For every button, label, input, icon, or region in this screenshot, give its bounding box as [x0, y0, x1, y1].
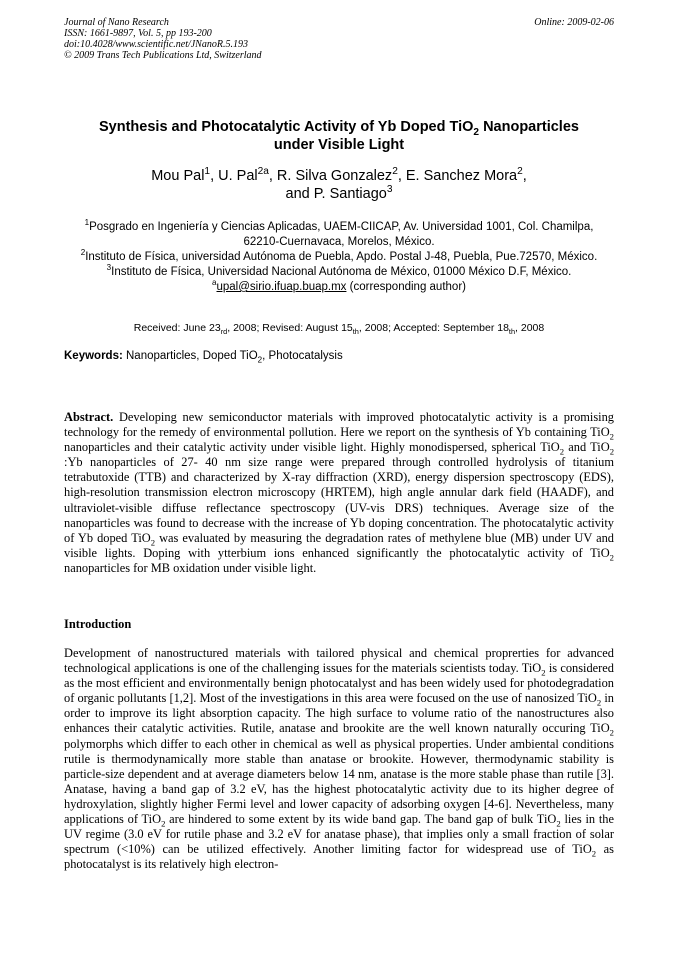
abstract: Abstract. Developing new semiconductor materials with improved photocatalytic activity is a promising technology for the remedy of environmental pollution. Here we report on the synthesis of Yb containing TiO$_2$ nanoparticles and their catalytic activity under visible light. Highly monodispersed, spherical TiO$_2$ and TiO$_2$ :Yb nanoparticles of 27- 40 nm size range were prepared through controlled hydrolysis of titanium tetrabutoxide (TTB) and characterized by X-ray diffraction (XRD), energy dispersion spectroscopy (EDS), high-resolution transmission electron microscopy (HRTEM), high angle annular dark field (HAADF), and ultraviolet-visible diffuse reflectance spectroscopy (UV-vis DRS) techniques. Average size of the nanoparticles was found to decrease with the increase of Yb doping concentration. The photocatalytic activity of Yb doped TiO$_2$ was evaluated by measuring the degradation rates of methylene blue (MB) under UV and visible lights. Doping with ytterbium ions enhanced significantly the photocatalytic activity of TiO$_2$ nanoparticles for MB oxidation under visible light. — [64, 410, 615, 575]
journal-name: Journal of Nano Research — [64, 17, 169, 28]
author-list: Mou Pal$^1$, U. Pal$^{2a}$, R. Silva Gonzalez$^2$, E. Sanchez Mora$^2$, and P. Santiago$^3$ — [151, 166, 527, 202]
paper-title: Synthesis and Photocatalytic Activity of Yb Doped TiO$_2$ Nanoparticles under Visible Light — [99, 119, 579, 153]
affiliation-3: $^3$Instituto de Física, Universidad Nacional Autónoma de México, 01000 México D.F, México. — [106, 263, 572, 278]
affiliations — [72, 220, 606, 295]
introduction-heading: Introduction — [64, 617, 132, 631]
keywords-label: Keywords: — [64, 350, 123, 362]
journal-doi: doi:10.4028/www.scientific.net/JNanoR.5.193 — [64, 39, 248, 50]
affiliation-2: $^2$Instituto de Física, universidad Autónoma de Puebla, Apdo. Postal J-48, Puebla, Pue.72570, México. — [80, 248, 598, 263]
email-link[interactable]: upal@sirio.ifuap.buap.mx — [216, 281, 347, 293]
journal-copyright: © 2009 Trans Tech Publications Ltd, Switzerland — [64, 50, 262, 61]
introduction-body: Development of nanostructured materials with tailored physical and chemical proprerties for advanced technological applications is one of the challenging issues for the materials scientists today. TiO$_2$ is considered as the most efficient and environmentally benign photocatalyst and has been widely used for photodegradation of organic pollutants [1,2]. Most of the investigations in this area were focused on the use of nanosized TiO$_2$ in order to improve its light absorption capacity. The high surface to volume ratio of the nanostructures also enhances their catalytic activities. Rutile, anatase and brookite are the well known naturally occuring TiO$_2$ polymorphs which differ to each other in chemical as well as physical properties. Under ambiental conditions rutile is thermodynamically more stable than anatase or brookite. However, thermodynamic stability is particle-size dependent and at average diameters below 14 nm, anatase is the more stable phase than rutile [3]. Anatase, having a band gap of 3.2 eV, has the highest photocatalytic activity due to its higher degree of hydroxylation, slightly higher Fermi level and lower capacity of adsorbing oxygen [4-6]. Nevertheless, many applications of TiO$_2$ are hindered to some extent by its wide band gap. The band gap of bulk TiO$_2$ lies in the UV regime (3.0 eV for rutile phase and 3.2 eV for anatase phase), that implies only a small fraction of solar spectrum (<10%) can be utilized effectively. Another limiting factor for widespread use of TiO$_2$ as photocatalyst is its relatively high electron- — [64, 646, 614, 872]
journal-header — [64, 17, 262, 61]
journal-issn: ISSN: 1661-9897, Vol. 5, pp 193-200 — [64, 28, 212, 39]
received-dates: Received: June $23_{rd}$, 2008; Revised: August $15_{th}$, 2008; Accepted: September $18_{th}$, 2008 — [133, 322, 545, 337]
online-date: Online: 2009-02-06 — [534, 17, 614, 28]
corresponding-email: $^a$upal@sirio.ifuap.buap.mx (corresponding author) — [212, 278, 466, 293]
keywords: Keywords: Nanoparticles, Doped TiO$_2$, Photocatalysis — [64, 350, 343, 365]
abstract-label: Abstract. — [64, 410, 114, 424]
affiliation-1: $^1$Posgrado en Ingeniería y Ciencias Aplicadas, UAEM-CIICAP, Av. Universidad 1001, Col. Chamilpa, 62210-Cuernavaca, Morelos, México. — [84, 218, 594, 248]
